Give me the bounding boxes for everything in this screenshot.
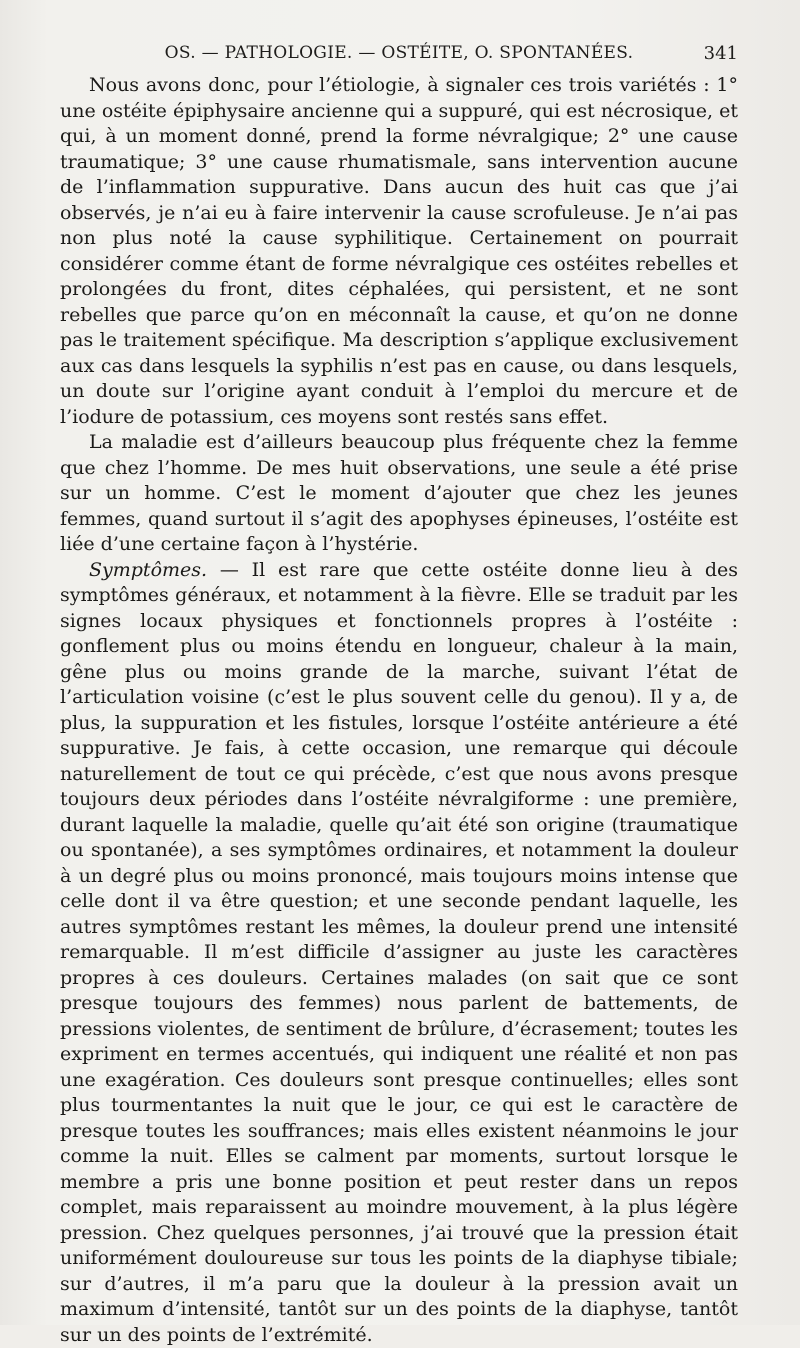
paragraph-symptoms (60, 558, 738, 1348)
running-head (60, 43, 738, 69)
running-title: OS. — PATHOLOGIE. — OSTÉITE, O. SPONTANÉES. (60, 43, 738, 63)
body-text (60, 73, 738, 1348)
paragraph-frequency (60, 430, 738, 558)
paragraph-text: La maladie est d’ailleurs beaucoup plus fréquente chez la femme que chez l’homme. De mes huit observations, une seule a été prise sur un homme. C’est le moment d’ajouter que chez les jeunes femmes, quand surtout il s’agit des apophyses épineuses, l’ostéite est liée d’une certaine façon à l’hystérie. (60, 431, 738, 555)
paragraph-text: Nous avons donc, pour l’étiologie, à signaler ces trois variétés : 1° une ostéite épiphysaire ancienne qui a suppuré, qui est nécrosique, et qui, à un moment donné, prend la forme névralgique; 2° une cause traumatique; 3° une cause rhumatismale, sans intervention aucune de l’inflammation suppurative. Dans aucun des huit cas que j’ai observés, je n’ai eu à faire intervenir la cause scrofuleuse. Je n’ai pas non plus noté la cause syphilitique. Certainement on pourrait considérer comme étant de forme névralgique ces ostéites rebelles et prolongées du front, dites céphalées, qui persistent, et ne sont rebelles que parce qu’on en méconnaît la cause, et qu’on ne donne pas le traitement spécifique. Ma description s’applique exclusivement aux cas dans lesquels la syphilis n’est pas en cause, ou dans lesquels, un doute sur l’origine ayant conduit à l’emploi du mercure et de l’iodure de potassium, ces moyens sont restés sans effet. (60, 74, 738, 428)
section-lead-symptomes: Symptômes. (89, 559, 207, 581)
paragraph-text: — Il est rare que cette ostéite donne lieu à des symptômes généraux, et notamment à la fièvre. Elle se traduit par les signes locaux physiques et fonctionnels propres à l’ostéite : gonflement plus ou moins étendu en longueur, chaleur à la main, gêne plus ou moins grande de la marche, suivant l’état de l’articulation voisine (c’est le plus souvent celle du genou). Il y a, de plus, la suppuration et les fistules, lorsque l’ostéite antérieure a été suppurative. Je fais, à cette occasion, une remarque qui découle naturellement de tout ce qui précède, c’est que nous avons presque toujours deux périodes dans l’ostéite névralgiforme : une première, durant laquelle la maladie, quelle qu’ait été son origine (traumatique ou spontanée), a ses symptômes ordinaires, et notamment la douleur à un degré plus ou moins prononcé, mais toujours moins intense que celle dont il va être question; et une seconde pendant laquelle, les autres symptômes restant les mêmes, la douleur prend une intensité remarquable. Il m’est difficile d’assigner au juste les caractères propres à ces douleurs. Certaines malades (on sait que ce sont presque toujours des femmes) nous parlent de battements, de pressions violentes, de sentiment de brûlure, d’écrasement; toutes les expriment en termes accentués, qui indiquent une réalité et non pas une exagération. Ces douleurs sont presque continuelles; elles sont plus tourmentantes la nuit que le jour, ce qui est le caractère de presque toutes les souffrances; mais elles existent néanmoins le jour comme la nuit. Elles se calment par moments, surtout lorsque le membre a pris une bonne position et peut rester dans un repos complet, mais reparaissent au moindre mouvement, à la plus légère pression. Chez quelques personnes, j’ai trouvé que la pression était uniformément douloureuse sur tous les points de la diaphyse tibiale; sur d’autres, il m’a paru que la douleur à la pression avait un maximum d’intensité, tantôt sur un des points de la diaphyse, tantôt sur un des points de l’extrémité. (60, 559, 738, 1346)
page-number: 341 (704, 43, 738, 64)
paragraph-etiology-summary (60, 73, 738, 430)
